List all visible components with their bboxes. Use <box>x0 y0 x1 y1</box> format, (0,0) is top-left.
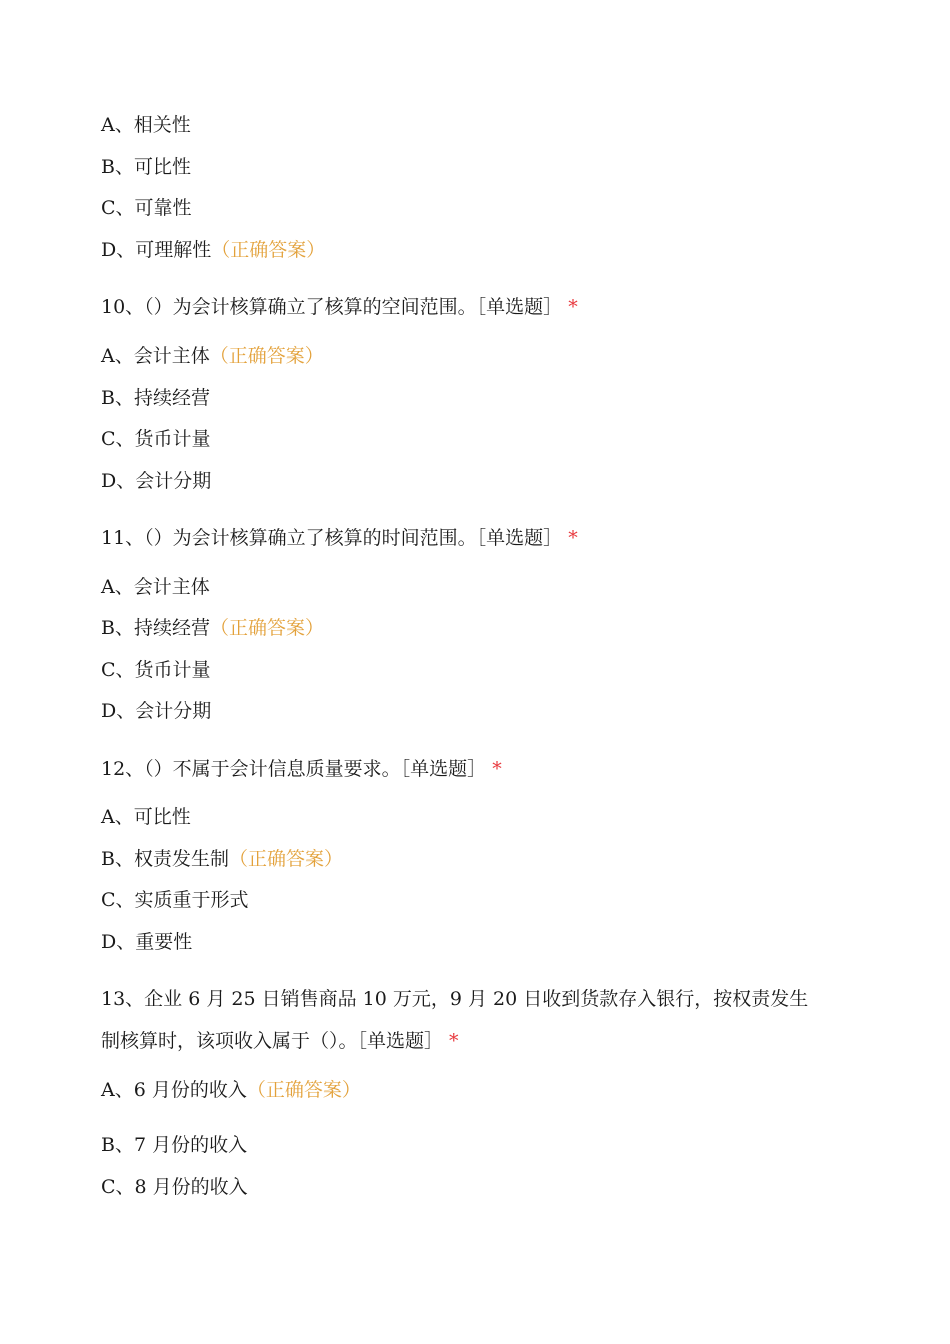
option-label: B、可比性 <box>101 156 191 178</box>
q12-title <box>101 756 502 782</box>
question-text: 13、企业 6 月 25 日销售商品 10 万元，9 月 20 日收到货款存入银行，按权责发生 <box>101 988 809 1010</box>
required-mark: * <box>568 296 578 318</box>
option-label: A、6 月份的收入 <box>101 1079 247 1101</box>
q13-option-b <box>101 1132 247 1158</box>
q9-option-a <box>101 112 191 138</box>
option-label: D、会计分期 <box>101 470 212 492</box>
q9-option-c <box>101 195 192 221</box>
correct-answer-tag: （正确答案） <box>211 239 326 261</box>
option-label: C、可靠性 <box>101 197 192 219</box>
q12-option-d <box>101 929 192 955</box>
option-label: C、货币计量 <box>101 659 211 681</box>
q13-option-a <box>101 1077 361 1103</box>
q9-option-b <box>101 154 191 180</box>
question-text: 11、（）为会计核算确立了核算的时间范围。［单选题］ <box>101 527 563 549</box>
option-label: B、持续经营 <box>101 617 210 639</box>
q12-option-a <box>101 804 191 830</box>
correct-answer-tag: （正确答案） <box>246 1079 361 1101</box>
option-label: A、相关性 <box>101 114 191 136</box>
correct-answer-tag: （正确答案） <box>228 848 343 870</box>
question-text: 12、（）不属于会计信息质量要求。［单选题］ <box>101 758 487 780</box>
option-label: C、8 月份的收入 <box>101 1176 248 1198</box>
q11-title <box>101 525 578 551</box>
option-label: C、实质重于形式 <box>101 889 249 911</box>
option-label: B、7 月份的收入 <box>101 1134 248 1156</box>
required-mark: * <box>568 527 578 549</box>
q12-option-b <box>101 846 343 872</box>
q10-option-b <box>101 385 210 411</box>
q10-title <box>101 294 578 320</box>
correct-answer-tag: （正确答案） <box>209 617 324 639</box>
option-label: D、可理解性 <box>101 239 212 261</box>
correct-answer-tag: （正确答案） <box>209 345 324 367</box>
q13-option-c <box>101 1174 248 1200</box>
q13-title-line1 <box>101 986 808 1012</box>
q9-option-d <box>101 237 325 263</box>
question-text: 10、（）为会计核算确立了核算的空间范围。［单选题］ <box>101 296 563 318</box>
q12-option-c <box>101 887 249 913</box>
q10-option-c <box>101 426 211 452</box>
option-label: B、持续经营 <box>101 387 210 409</box>
required-mark: * <box>492 758 502 780</box>
option-label: A、可比性 <box>101 806 191 828</box>
question-text: 制核算时，该项收入属于（）。［单选题］ <box>101 1030 444 1052</box>
option-label: B、权责发生制 <box>101 848 229 870</box>
q11-option-a <box>101 574 210 600</box>
q11-option-c <box>101 657 211 683</box>
q10-option-a <box>101 343 324 369</box>
q11-option-d <box>101 698 211 724</box>
option-label: C、货币计量 <box>101 428 211 450</box>
q13-title-line2 <box>101 1028 459 1054</box>
option-label: D、会计分期 <box>101 700 212 722</box>
q10-option-d <box>101 468 211 494</box>
option-label: A、会计主体 <box>101 345 210 367</box>
option-label: D、重要性 <box>101 931 193 953</box>
option-label: A、会计主体 <box>101 576 210 598</box>
required-mark: * <box>449 1030 459 1052</box>
q11-option-b <box>101 615 324 641</box>
